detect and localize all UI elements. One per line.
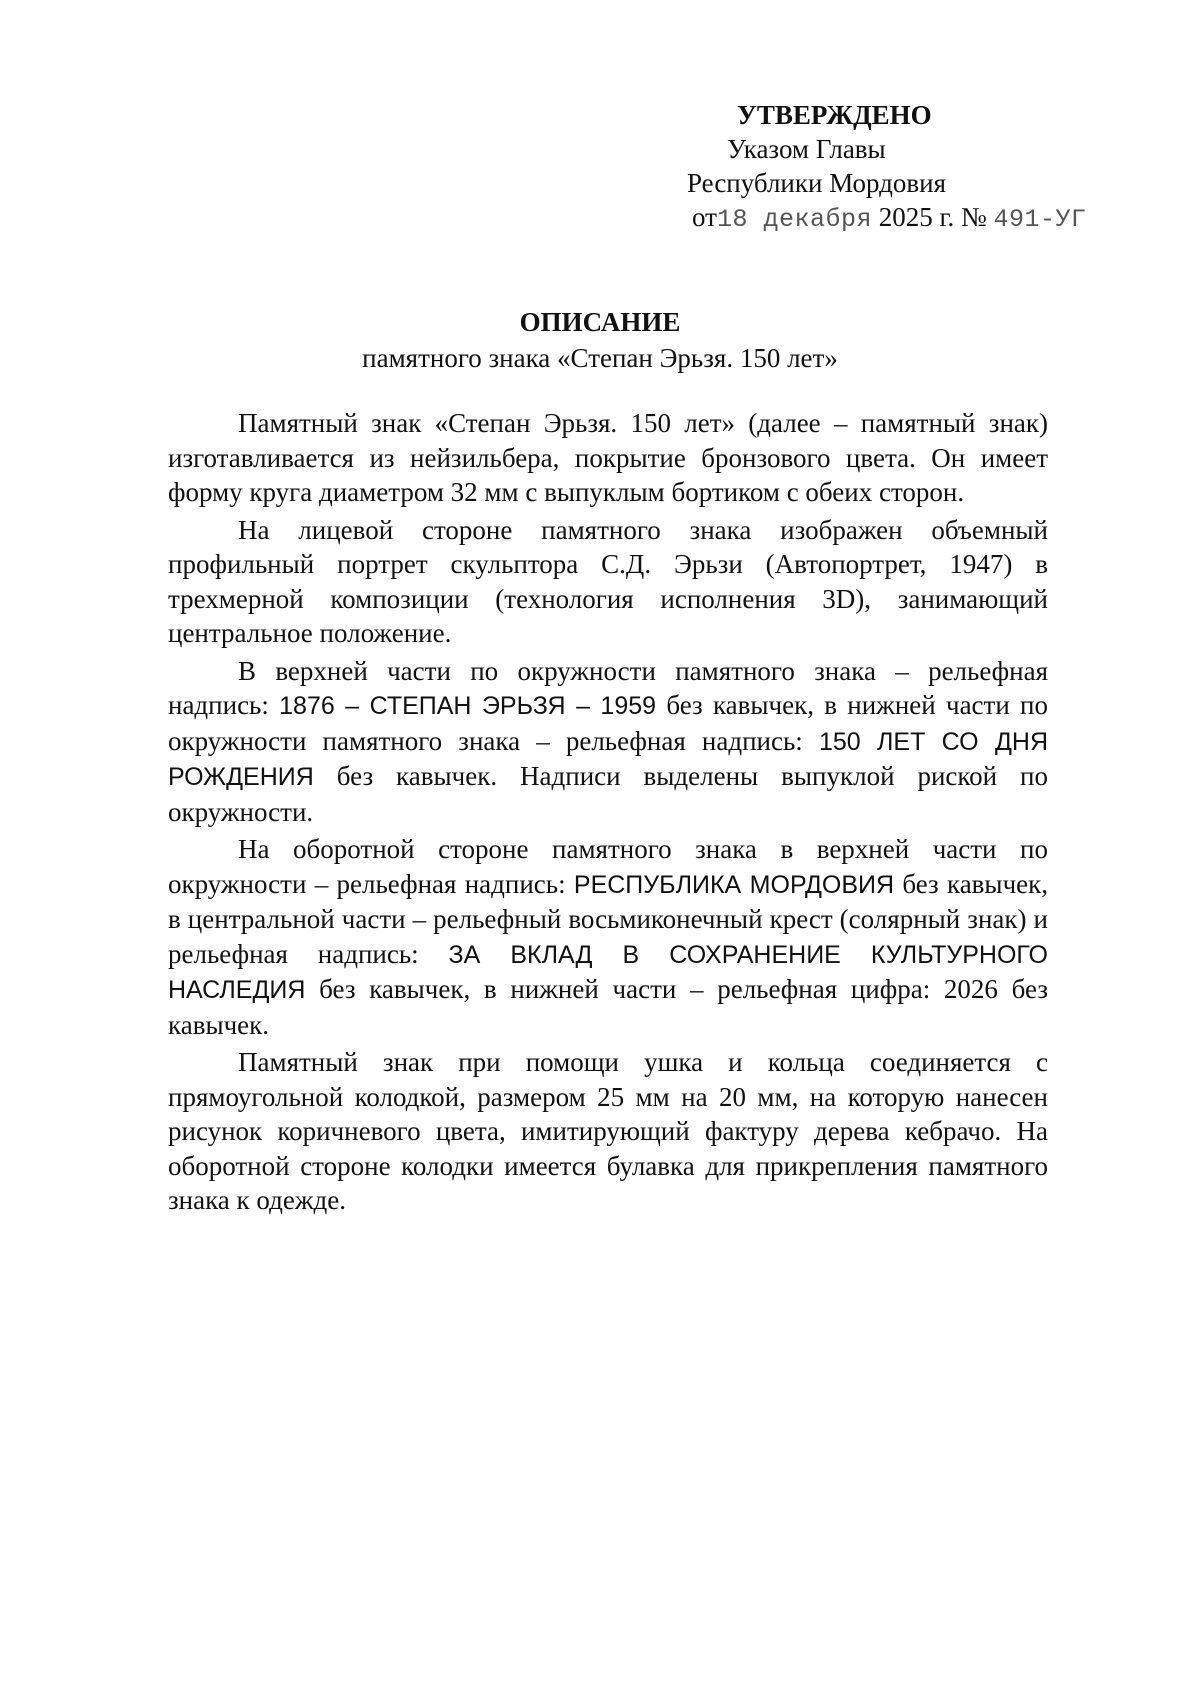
- approved-heading: УТВЕРЖДЕНО: [737, 100, 932, 130]
- document-subtitle: памятного знака «Степан Эрьзя. 150 лет»: [362, 343, 838, 373]
- document-body: [168, 406, 1048, 1221]
- date-line: [692, 200, 1087, 237]
- reverse-top-inscription: РЕСПУБЛИКА МОРДОВИЯ: [573, 870, 895, 899]
- paragraph-3: [168, 654, 1048, 830]
- paragraph-1: Памятный знак «Степан Эрьзя. 150 лет» (далее – памятный знак) изготавливается из нейзильбера, покрытие бронзового цвета. Он имеет форму круга диаметром 32 мм с выпуклым бортиком с обеих сторон.: [168, 408, 1048, 507]
- paragraph-5: Памятный знак при помощи ушка и кольца соединяется с прямоугольной колодкой, размером 25 мм на 20 мм, на которую нанесен рисунок коричневого цвета, имитирующий фактуру дерева кебрачо. На оборотной стороне колодки имеется булавка для прикрепления памятного знака к одежде.: [168, 1047, 1048, 1215]
- republic-line: Республики Мордовия: [687, 168, 947, 198]
- obverse-top-inscription: 1876 – СТЕПАН ЭРЬЗЯ – 1959: [279, 692, 657, 720]
- paragraph-2: На лицевой стороне памятного знака изображен объемный профильный портрет скульптора С.Д. Эрьзи (Автопортрет, 1947) в трехмерной композиции (технология исполнения 3D), занимающий центральное положение.: [168, 514, 1048, 648]
- date-stamp: 18 декабря: [716, 205, 872, 234]
- paragraph-3-text-c: без кавычек, в нижней части по окружности памятного знака – рельефная надпись:: [168, 690, 1049, 756]
- document-title: ОПИСАНИЕ: [519, 307, 681, 337]
- paragraph-4-text-c: без кавычек, в центральной части – рельефный восьмиконечный крест (солярный знак) и рельефная надпись:: [168, 868, 1048, 969]
- approval-block: [640, 98, 1087, 237]
- number-stamp: 491-УГ: [993, 205, 1087, 234]
- paragraph-4-text-e: без кавычек, в нижней части – рельефная цифра: 2026 без кавычек.: [168, 974, 1048, 1040]
- year-number: 2025 г. №: [878, 202, 987, 232]
- paragraph-4: [168, 832, 1048, 1042]
- date-prefix: от: [692, 202, 717, 232]
- decree-line: Указом Главы: [727, 134, 886, 164]
- obverse-bottom-inscription: 150 ЛЕТ СО ДНЯ РОЖДЕНИЯ: [168, 727, 1048, 791]
- paragraph-3-text-e: без кавычек. Надписи выделены выпуклой риской по окружности.: [168, 761, 1048, 827]
- paragraph-4-text-a: На оборотной стороне памятного знака в верхней части по окружности – рельефная надпись:: [168, 834, 1048, 899]
- reverse-center-inscription: ЗА ВКЛАД В СОХРАНЕНИЕ КУЛЬТУРНОГО НАСЛЕДИЯ: [168, 940, 1048, 1004]
- paragraph-3-text-a: В верхней части по окружности памятного знака – рельефная надпись:: [168, 655, 1048, 720]
